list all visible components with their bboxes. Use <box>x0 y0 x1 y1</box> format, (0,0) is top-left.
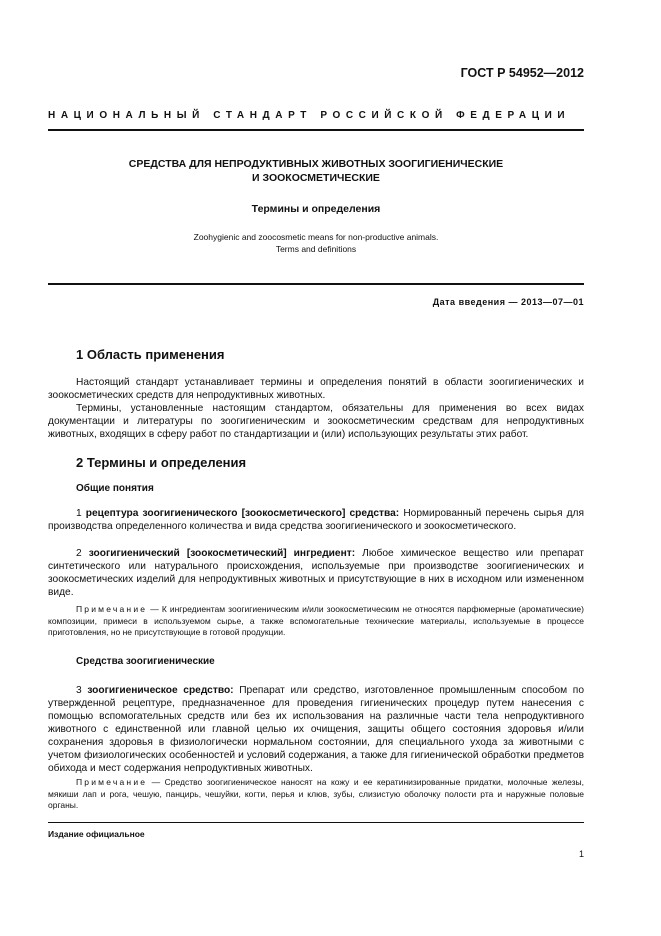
subsection-general-concepts: Общие понятия <box>76 483 154 494</box>
english-title <box>48 231 584 255</box>
section-1-heading: 1 Область применения <box>76 347 225 362</box>
document-number: ГОСТ Р 54952—2012 <box>460 66 584 80</box>
term-1-name: рецептура зоогигиенического [зоокосметического] средства: <box>85 508 400 519</box>
note-2-label: Примечание <box>76 777 148 787</box>
term-3-name: зоогигиеническое средство: <box>87 685 234 696</box>
subsection-zoohygienic-means: Средства зоогигиенические <box>76 656 215 667</box>
english-title-line-2: Terms and definitions <box>275 244 357 254</box>
term-1-definition: Нормированный перечень сырья для производства определенного количества и вида средства зоогигиенического и зоокосметического. <box>48 508 584 532</box>
note-1 <box>48 604 584 639</box>
title-line-1: СРЕДСТВА ДЛЯ НЕПРОДУКТИВНЫХ ЖИВОТНЫХ ЗООГИГИЕНИЧЕСКИЕ <box>128 158 504 170</box>
national-standard-banner: НАЦИОНАЛЬНЫЙ СТАНДАРТ РОССИЙСКОЙ ФЕДЕРАЦИИ <box>48 110 571 121</box>
term-3 <box>48 684 584 775</box>
english-title-line-1: Zoohygienic and zoocosmetic means for non-productive animals. <box>193 232 439 242</box>
title-line-2: И ЗООКОСМЕТИЧЕСКИЕ <box>252 172 380 184</box>
term-3-number: 3 <box>76 685 82 696</box>
footer-divider <box>48 822 584 823</box>
term-2-definition: Любое химическое вещество или препарат синтетического или натурального происхождения, используемые при производстве зоогигиенических и зоокосметических изделий для непродуктивных животных и присутствующие в них в исходном или измененном виде. <box>48 548 584 598</box>
term-2-number: 2 <box>76 548 82 559</box>
title-divider <box>48 283 584 285</box>
note-2 <box>48 777 584 812</box>
page-number: 1 <box>578 849 584 859</box>
note-1-text: — К ингредиентам зоогигиеническим и/или зоокосметическим не относятся парфюмерные (ароматические) композиции, примеси в используемом сырье, а также вспомогательные технические материалы, используемые в процессе приготовления, но не присутствующие в готовой продукции. <box>48 604 584 637</box>
term-1 <box>48 507 584 533</box>
note-2-text: — Средство зоогигиеническое наносят на кожу и ее кератинизированные придатки, молочные железы, мякиши лап и рога, чешую, панцирь, чешуйки, когти, перья и клюв, зубы, слизистую оболочку полости рта и наружные половые органы. <box>48 777 584 810</box>
document-title <box>48 157 584 185</box>
official-edition-label: Издание официальное <box>48 829 145 839</box>
term-3-definition: Препарат или средство, изготовленное промышленным способом по утвержденной рецептуре, предназначенное для проведения гигиенических процедур путем нанесения с помощью вспомогательных средств или без их использования на различные части тела непродуктивного животного с единственной или главной целью их очищения, защиты общего состояния здоровья и/или сохранения здоровья в физиологически нормальном состоянии, для специального ухода за животными с учетом физиологических особенностей и условий содержания, а также для гигиенической обработки предметов обихода и мест содержания непродуктивных животных. <box>48 685 584 774</box>
introduction-date: Дата введения — 2013—07—01 <box>432 297 584 307</box>
section-1-paragraph-2: Термины, установленные настоящим стандартом, обязательны для применения во всех видах документации и литературы по зоогигиеническим и зоокосметическим средствам для непродуктивных животных, входящих в сферу работ по стандартизации и (или) использующих результаты этих работ. <box>48 403 584 440</box>
term-2-name: зоогигиенический [зоокосметический] ингредиент: <box>88 548 356 559</box>
section-1-paragraph-1: Настоящий стандарт устанавливает термины и определения понятий в области зоогигиенических и зоокосметических средств для непродуктивных животных. <box>48 377 584 401</box>
note-1-label: Примечание <box>76 604 148 614</box>
top-divider <box>48 129 584 131</box>
document-subtitle: Термины и определения <box>251 203 381 215</box>
section-2-heading: 2 Термины и определения <box>76 455 247 470</box>
term-2 <box>48 547 584 599</box>
term-1-number: 1 <box>76 508 82 519</box>
